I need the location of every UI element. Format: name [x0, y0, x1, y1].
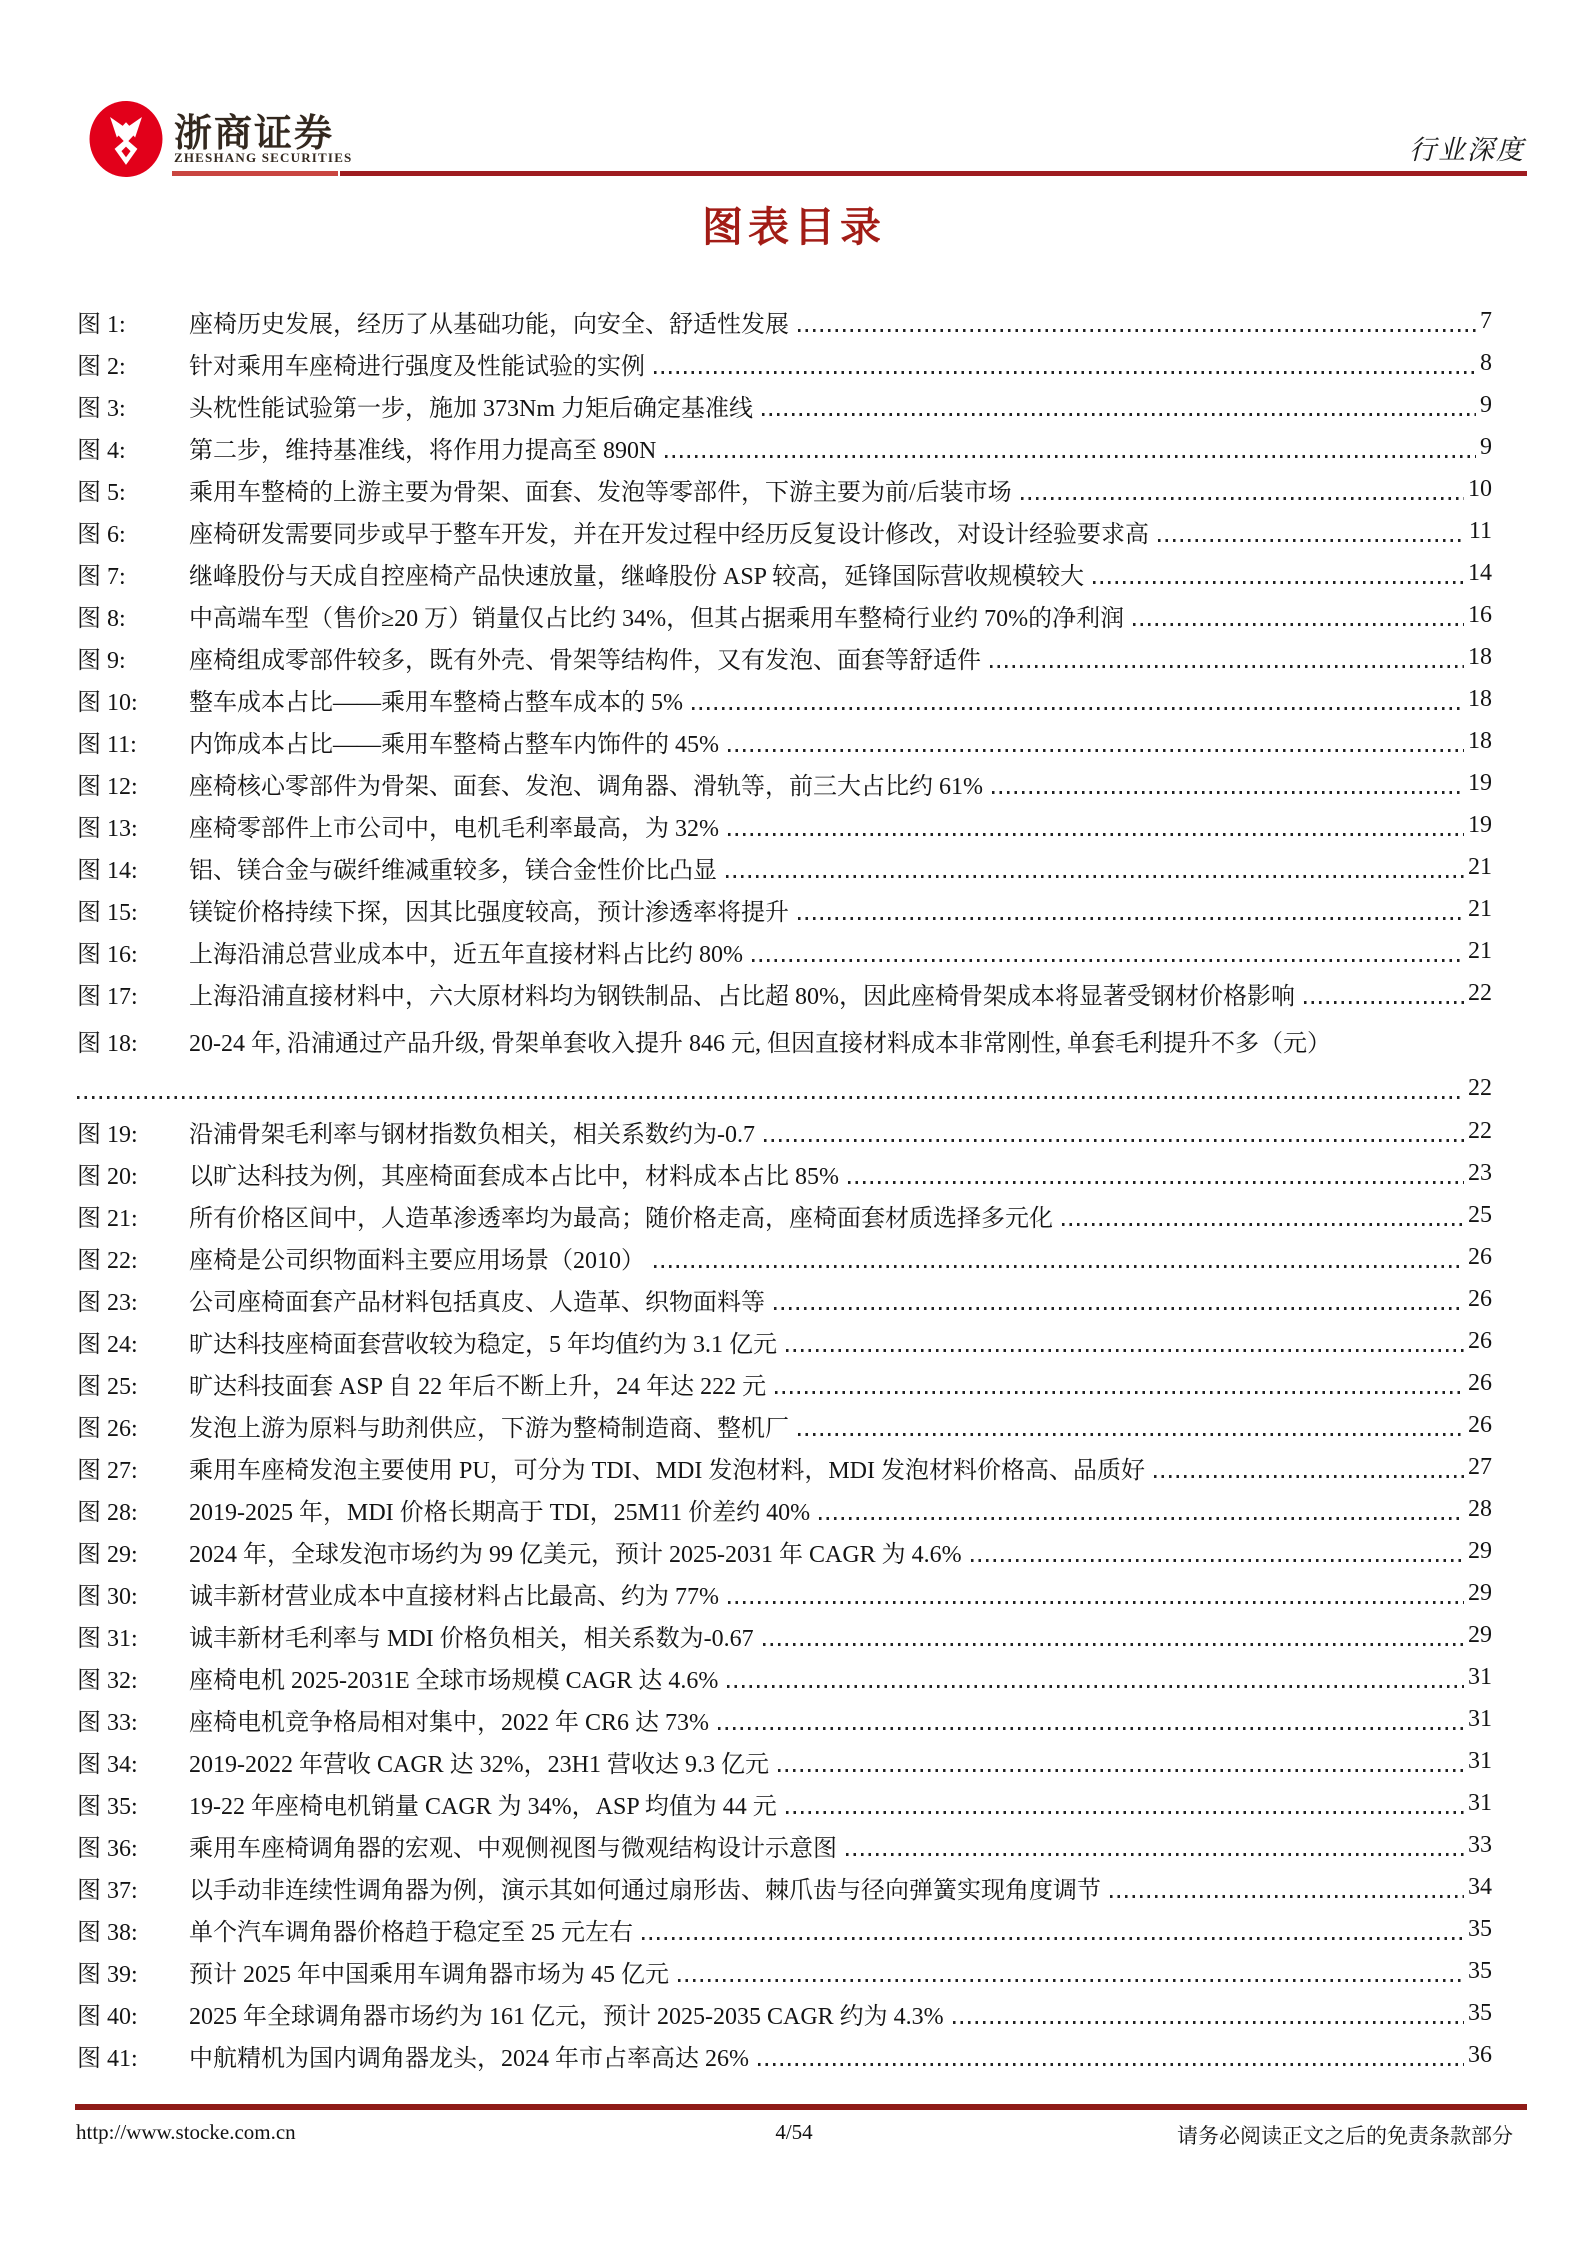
toc-entry-page: 26 — [1468, 1411, 1492, 1438]
header-rule — [340, 171, 1527, 176]
toc-entry-page: 35 — [1468, 1957, 1492, 1984]
toc-entry-label: 图 36: — [77, 1835, 138, 1862]
toc-entry[interactable] — [77, 1992, 1492, 2034]
toc-entry-page: 28 — [1468, 1495, 1492, 1522]
toc-entry-title: 第二步，维持基准线，将作用力提高至 890N — [189, 437, 657, 464]
footer-url[interactable]: http://www.stocke.com.cn — [76, 2120, 296, 2144]
toc-dotted-leader — [990, 665, 1464, 668]
toc-entry[interactable] — [77, 1866, 1492, 1908]
toc-entry-label: 图 23: — [77, 1289, 138, 1316]
toc-entry-title: 头枕性能试验第一步，施加 373Nm 力矩后确定基准线 — [189, 395, 753, 422]
toc-dotted-leader — [763, 1643, 1464, 1646]
toc-entry[interactable] — [77, 1530, 1492, 1572]
toc-entry-label: 图 4: — [77, 437, 126, 464]
toc-dotted-leader — [819, 1517, 1464, 1520]
toc-entry-title: 2025 年全球调角器市场约为 161 亿元，预计 2025-2035 CAGR 约为 4.3% — [189, 2003, 944, 2030]
toc-entry-title: 20-24 年, 沿浦通过产品升级, 骨架单套收入提升 846 元, 但因直接材料成本非常刚性, 单套毛利提升不多（元） — [189, 1030, 1331, 1057]
toc-entry-title: 2019-2022 年营收 CAGR 达 32%，23H1 营收达 9.3 亿元 — [189, 1751, 769, 1778]
toc-dotted-leader — [798, 1433, 1464, 1436]
toc-entry-page: 16 — [1468, 601, 1492, 628]
toc-entry-label: 图 22: — [77, 1247, 138, 1274]
toc-entry-page: 8 — [1480, 349, 1492, 376]
toc-entry-page: 22 — [1468, 1117, 1492, 1144]
toc-entry[interactable] — [77, 1152, 1492, 1194]
toc-entry-page: 18 — [1468, 727, 1492, 754]
toc-entry[interactable] — [77, 1782, 1492, 1824]
toc-entry[interactable] — [77, 468, 1492, 510]
toc-dotted-leader — [775, 1391, 1464, 1394]
toc-entry-title: 座椅电机竞争格局相对集中，2022 年 CR6 达 73% — [189, 1709, 710, 1736]
toc-dotted-leader — [728, 1601, 1464, 1604]
toc-entry[interactable] — [77, 1614, 1492, 1656]
toc-entry[interactable] — [77, 1908, 1492, 1950]
toc-entry[interactable] — [77, 930, 1492, 972]
toc-dotted-leader — [728, 833, 1464, 836]
toc-dotted-leader — [774, 1307, 1464, 1310]
toc-entry[interactable] — [77, 1278, 1492, 1320]
toc-entry-page: 7 — [1480, 307, 1492, 334]
toc-entry-title: 乘用车座椅发泡主要使用 PU，可分为 TDI、MDI 发泡材料，MDI 发泡材料价格高、品质好 — [189, 1457, 1145, 1484]
toc-dotted-leader — [1133, 623, 1464, 626]
toc-dotted-leader — [786, 1811, 1464, 1814]
toc-entry-title: 座椅组成零部件较多，既有外壳、骨架等结构件，又有发泡、面套等舒适件 — [189, 647, 981, 674]
toc-dotted-leader — [798, 329, 1476, 332]
toc-entry-label: 图 39: — [77, 1961, 138, 1988]
toc-entry-page: 26 — [1468, 1327, 1492, 1354]
toc-entry-title: 内饰成本占比——乘用车整椅占整车内饰件的 45% — [189, 731, 719, 758]
toc-entry[interactable] — [77, 552, 1492, 594]
toc-entry[interactable] — [77, 1740, 1492, 1782]
toc-dotted-leader — [1062, 1223, 1464, 1226]
toc-dotted-leader — [654, 371, 1476, 374]
toc-entry[interactable] — [77, 1656, 1492, 1698]
toc-entry[interactable] — [77, 1110, 1492, 1152]
toc-dotted-leader — [727, 1685, 1464, 1688]
toc-entry-title: 旷达科技面套 ASP 自 22 年后不断上升，24 年达 222 元 — [189, 1373, 767, 1400]
figure-toc-list — [77, 300, 1492, 2076]
toc-entry-label: 图 33: — [77, 1709, 138, 1736]
toc-entry[interactable] — [77, 1236, 1492, 1278]
toc-entry-label: 图 26: — [77, 1415, 138, 1442]
toc-entry-title: 座椅研发需要同步或早于整车开发，并在开发过程中经历反复设计修改，对设计经验要求高 — [189, 521, 1149, 548]
toc-entry-title: 2024 年，全球发泡市场约为 99 亿美元，预计 2025-2031 年 CAGR 为 4.6% — [189, 1541, 962, 1568]
toc-dotted-leader — [678, 1979, 1464, 1982]
logo-company-name: 浙商证券 — [174, 113, 335, 155]
toc-entry-page: 33 — [1468, 1831, 1492, 1858]
toc-entry-title: 座椅历史发展，经历了从基础功能，向安全、舒适性发展 — [189, 311, 789, 338]
toc-entry[interactable] — [77, 510, 1492, 552]
toc-dotted-leader — [77, 1096, 1464, 1099]
toc-entry-page: 31 — [1468, 1705, 1492, 1732]
toc-dotted-leader — [758, 2063, 1464, 2066]
toc-dotted-leader — [752, 959, 1464, 962]
toc-entry-page: 35 — [1468, 1999, 1492, 2026]
toc-entry-page: 21 — [1468, 937, 1492, 964]
toc-entry[interactable] — [77, 1404, 1492, 1446]
toc-entry-label: 图 9: — [77, 647, 126, 674]
toc-dotted-leader — [1304, 1001, 1464, 1004]
toc-entry-label: 图 2: — [77, 353, 126, 380]
toc-entry[interactable] — [77, 888, 1492, 930]
toc-entry[interactable] — [77, 1362, 1492, 1404]
toc-entry-title: 以旷达科技为例，其座椅面套成本占比中，材料成本占比 85% — [189, 1163, 839, 1190]
toc-entry-page: 36 — [1468, 2041, 1492, 2068]
toc-entry-title: 继峰股份与天成自控座椅产品快速放量，继峰股份 ASP 较高，延锋国际营收规模较大 — [189, 563, 1085, 590]
toc-entry-page: 11 — [1468, 517, 1492, 544]
toc-dotted-leader — [1021, 497, 1464, 500]
toc-entry[interactable] — [77, 594, 1492, 636]
toc-entry-label: 图 7: — [77, 563, 126, 590]
toc-entry-page: 26 — [1468, 1285, 1492, 1312]
toc-entry-label: 图 24: — [77, 1331, 138, 1358]
toc-entry-label: 图 11: — [77, 731, 137, 758]
toc-entry-label: 图 15: — [77, 899, 138, 926]
toc-entry[interactable] — [77, 1488, 1492, 1530]
toc-entry-title: 诚丰新材营业成本中直接材料占比最高、约为 77% — [189, 1583, 719, 1610]
toc-entry-label: 图 8: — [77, 605, 126, 632]
toc-entry-label: 图 6: — [77, 521, 126, 548]
toc-dotted-leader — [1154, 1475, 1464, 1478]
toc-entry-page: 19 — [1468, 769, 1492, 796]
toc-entry[interactable] — [77, 762, 1492, 804]
toc-entry-label: 图 30: — [77, 1583, 138, 1610]
toc-entry-title: 座椅是公司织物面料主要应用场景（2010） — [189, 1247, 645, 1274]
toc-entry-title: 沿浦骨架毛利率与钢材指数负相关，相关系数约为-0.7 — [189, 1121, 755, 1148]
zheshang-logo-icon — [88, 100, 164, 178]
toc-entry-label: 图 19: — [77, 1121, 138, 1148]
toc-entry-title: 旷达科技座椅面套营收较为稳定，5 年均值约为 3.1 亿元 — [189, 1331, 777, 1358]
toc-entry[interactable] — [77, 1572, 1492, 1614]
toc-entry-page: 26 — [1468, 1369, 1492, 1396]
toc-entry-page: 21 — [1468, 895, 1492, 922]
toc-dotted-leader — [728, 749, 1464, 752]
toc-entry-page: 25 — [1468, 1201, 1492, 1228]
toc-entry-label: 图 37: — [77, 1877, 138, 1904]
toc-entry-page: 18 — [1468, 643, 1492, 670]
toc-dotted-leader — [1093, 581, 1464, 584]
toc-entry-title: 上海沿浦总营业成本中，近五年直接材料占比约 80% — [189, 941, 743, 968]
toc-dotted-leader — [762, 413, 1476, 416]
toc-dotted-leader — [953, 2021, 1464, 2024]
toc-dotted-leader — [692, 707, 1464, 710]
toc-entry[interactable] — [77, 846, 1492, 888]
toc-entry-title: 乘用车整椅的上游主要为骨架、面套、发泡等零部件，下游主要为前/后装市场 — [189, 479, 1012, 506]
toc-entry[interactable] — [77, 426, 1492, 468]
toc-entry[interactable] — [77, 1950, 1492, 1992]
toc-entry-label: 图 25: — [77, 1373, 138, 1400]
toc-entry-title: 中高端车型（售价≥20 万）销量仅占比约 34%，但其占据乘用车整椅行业约 70%的净利润 — [189, 605, 1125, 632]
toc-entry-title: 乘用车座椅调角器的宏观、中观侧视图与微观结构设计示意图 — [189, 1835, 837, 1862]
toc-entry-label: 图 12: — [77, 773, 138, 800]
page-title: 图表目录 — [702, 204, 886, 250]
toc-entry[interactable] — [77, 1446, 1492, 1488]
toc-entry-page: 31 — [1468, 1747, 1492, 1774]
toc-dotted-leader — [846, 1853, 1464, 1856]
toc-entry-title: 所有价格区间中，人造革渗透率均为最高；随价格走高，座椅面套材质选择多元化 — [189, 1205, 1053, 1232]
toc-entry-label: 图 29: — [77, 1541, 138, 1568]
toc-entry-page: 9 — [1480, 391, 1492, 418]
toc-entry-page: 27 — [1468, 1453, 1492, 1480]
logo-company-name-en: ZHESHANG SECURITIES — [174, 150, 353, 165]
toc-entry-page: 19 — [1468, 811, 1492, 838]
report-type-label: 行业深度 — [1409, 135, 1525, 165]
toc-entry-page: 31 — [1468, 1789, 1492, 1816]
toc-entry-title: 镁锭价格持续下探，因其比强度较高，预计渗透率将提升 — [189, 899, 789, 926]
toc-entry-label: 图 32: — [77, 1667, 138, 1694]
toc-dotted-leader — [848, 1181, 1464, 1184]
toc-dotted-leader — [654, 1265, 1464, 1268]
footer-rule — [75, 2104, 1527, 2110]
toc-dotted-leader — [778, 1769, 1464, 1772]
toc-entry-label: 图 21: — [77, 1205, 138, 1232]
toc-entry-title: 公司座椅面套产品材料包括真皮、人造革、织物面料等 — [189, 1289, 765, 1316]
toc-entry-title: 中航精机为国内调角器龙头，2024 年市占率高达 26% — [189, 2045, 749, 2072]
toc-entry-title: 发泡上游为原料与助剂供应，下游为整椅制造商、整机厂 — [189, 1415, 789, 1442]
toc-entry[interactable] — [77, 1194, 1492, 1236]
toc-entry-page: 14 — [1468, 559, 1492, 586]
toc-entry-label: 图 28: — [77, 1499, 138, 1526]
logo-underline — [172, 171, 338, 176]
toc-entry-label: 图 38: — [77, 1919, 138, 1946]
toc-entry-title: 单个汽车调角器价格趋于稳定至 25 元左右 — [189, 1919, 633, 1946]
toc-entry-page: 29 — [1468, 1537, 1492, 1564]
toc-entry-label: 图 34: — [77, 1751, 138, 1778]
toc-entry[interactable] — [77, 636, 1492, 678]
toc-entry-label: 图 17: — [77, 983, 138, 1010]
toc-dotted-leader — [992, 791, 1464, 794]
toc-entry-title: 铝、镁合金与碳纤维减重较多，镁合金性价比凸显 — [189, 857, 717, 884]
toc-entry-page: 23 — [1468, 1159, 1492, 1186]
toc-dotted-leader — [764, 1139, 1464, 1142]
toc-entry[interactable] — [77, 2034, 1492, 2076]
toc-dotted-leader — [642, 1937, 1464, 1940]
toc-entry-label: 图 13: — [77, 815, 138, 842]
toc-entry-title: 座椅零部件上市公司中，电机毛利率最高，为 32% — [189, 815, 719, 842]
toc-entry[interactable] — [77, 300, 1492, 342]
toc-dotted-leader — [1158, 539, 1465, 542]
toc-entry-label: 图 41: — [77, 2045, 138, 2072]
toc-entry-label: 图 5: — [77, 479, 126, 506]
toc-entry-label: 图 40: — [77, 2003, 138, 2030]
toc-entry[interactable] — [77, 678, 1492, 720]
toc-entry-label: 图 1: — [77, 311, 126, 338]
toc-dotted-leader — [665, 455, 1476, 458]
toc-entry-page: 34 — [1468, 1873, 1492, 1900]
toc-entry-label: 图 31: — [77, 1625, 138, 1652]
toc-entry[interactable] — [77, 720, 1492, 762]
toc-entry-label: 图 14: — [77, 857, 138, 884]
toc-entry-title: 针对乘用车座椅进行强度及性能试验的实例 — [189, 353, 645, 380]
toc-entry-label: 图 10: — [77, 689, 138, 716]
toc-entry[interactable] — [77, 804, 1492, 846]
toc-entry-page: 10 — [1468, 475, 1492, 502]
toc-entry-page: 29 — [1468, 1579, 1492, 1606]
toc-entry-page: 18 — [1468, 685, 1492, 712]
toc-entry-page: 22 — [1468, 979, 1492, 1006]
toc-entry[interactable] — [77, 1698, 1492, 1740]
toc-dotted-leader — [718, 1727, 1464, 1730]
toc-dotted-leader — [1110, 1895, 1464, 1898]
page-indicator: 4/54 — [775, 2120, 813, 2144]
toc-entry-label: 图 27: — [77, 1457, 138, 1484]
toc-entry-label: 图 3: — [77, 395, 126, 422]
toc-entry-title: 19-22 年座椅电机销量 CAGR 为 34%，ASP 均值为 44 元 — [189, 1793, 777, 1820]
toc-entry-title: 预计 2025 年中国乘用车调角器市场为 45 亿元 — [189, 1961, 669, 1988]
toc-entry-label: 图 18: — [77, 1030, 138, 1057]
toc-entry-page: 29 — [1468, 1621, 1492, 1648]
toc-entry-title: 诚丰新材毛利率与 MDI 价格负相关，相关系数为-0.67 — [189, 1625, 754, 1652]
toc-entry-title: 以手动非连续性调角器为例，演示其如何通过扇形齿、棘爪齿与径向弹簧实现角度调节 — [189, 1877, 1101, 1904]
toc-entry-page: 31 — [1468, 1663, 1492, 1690]
toc-entry-page: 22 — [1468, 1074, 1492, 1101]
toc-dotted-leader — [971, 1559, 1464, 1562]
toc-entry[interactable] — [77, 342, 1492, 384]
toc-entry-page: 9 — [1480, 433, 1492, 460]
toc-entry-title: 整车成本占比——乘用车整椅占整车成本的 5% — [189, 689, 683, 716]
footer-disclaimer: 请务必阅读正文之后的免责条款部分 — [1177, 2124, 1513, 2148]
toc-entry[interactable] — [77, 972, 1492, 1014]
toc-entry[interactable] — [77, 384, 1492, 426]
toc-entry-title: 座椅电机 2025-2031E 全球市场规模 CAGR 达 4.6% — [189, 1667, 719, 1694]
toc-dotted-leader — [786, 1349, 1464, 1352]
toc-entry-page: 26 — [1468, 1243, 1492, 1270]
toc-entry-title: 上海沿浦直接材料中，六大原材料均为钢铁制品、占比超 80%，因此座椅骨架成本将显著受钢材价格影响 — [189, 983, 1295, 1010]
toc-entry-title: 座椅核心零部件为骨架、面套、发泡、调角器、滑轨等，前三大占比约 61% — [189, 773, 983, 800]
toc-entry[interactable] — [77, 1014, 1492, 1110]
toc-dotted-leader — [726, 875, 1464, 878]
toc-entry-label: 图 35: — [77, 1793, 138, 1820]
toc-entry-page: 21 — [1468, 853, 1492, 880]
toc-entry-label: 图 20: — [77, 1163, 138, 1190]
toc-entry-title: 2019-2025 年，MDI 价格长期高于 TDI，25M11 价差约 40% — [189, 1499, 811, 1526]
toc-entry-page: 35 — [1468, 1915, 1492, 1942]
toc-entry-label: 图 16: — [77, 941, 138, 968]
toc-entry[interactable] — [77, 1824, 1492, 1866]
toc-entry[interactable] — [77, 1320, 1492, 1362]
toc-dotted-leader — [798, 917, 1464, 920]
